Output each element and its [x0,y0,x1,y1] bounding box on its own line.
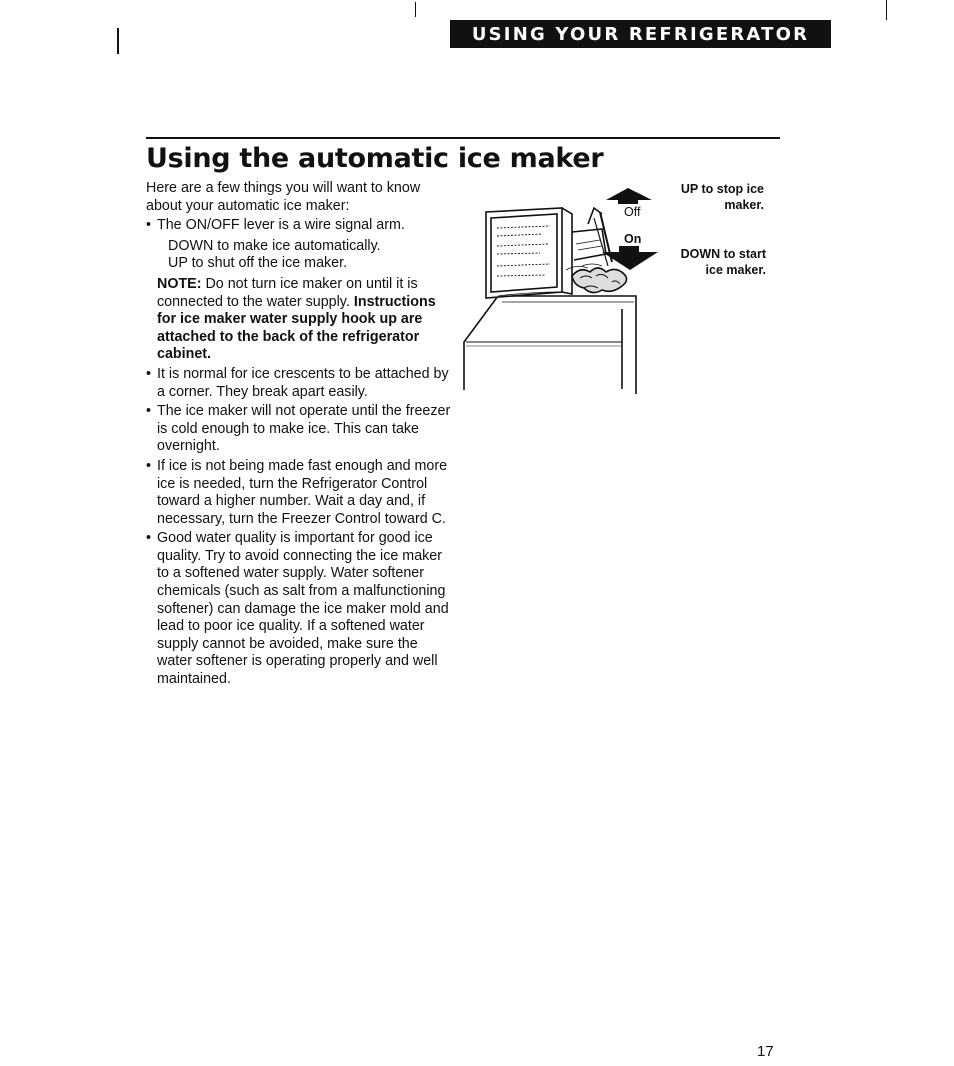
scan-mark [886,0,887,20]
page-title: Using the automatic ice maker [146,143,604,174]
list-item-text: It is normal for ice crescents to be attached by a corner. They break apart easily. [157,365,449,400]
scan-mark [415,2,416,17]
list-item [146,458,451,528]
list-item-text: If ice is not being made fast enough and more ice is needed, turn the Refrigerator Control toward a higher number. Wait a day and, if necessary, turn the Freezer Control toward C. [157,457,448,527]
section-header-label: USING YOUR REFRIGERATOR [471,23,810,45]
on-label: On [624,232,642,246]
note-bold-text: Instructions for ice maker water supply hook up are attached to the back of the refrigerator cabinet. [157,293,436,363]
body-column [146,180,451,689]
up-instruction: UP to shut off the ice maker. [168,255,348,272]
note-label: NOTE: [157,275,202,292]
down-instruction: DOWN to make ice automatically. [168,237,381,254]
section-header [450,20,831,48]
title-rule [146,137,780,139]
intro-text: Here are a few things you will want to know about your automatic ice maker: [146,180,421,214]
list-item-text: The ON/OFF lever is a wire signal arm. [157,217,405,234]
list-item-text: The ice maker will not operate until the freezer is cold enough to make ice. This can take overnight. [157,403,451,455]
list-item-text: Good water quality is important for good ice quality. Try to avoid connecting the ice maker to a softened water supply. Water softener chemicals (such as salt from a malfunctioning softener) can damage the ice maker mold and lead to poor ice quality. If a softened water supply cannot be avoided, make sure the water softener is operating properly and well maintained. [157,530,449,688]
page-number: 17 [757,1043,774,1060]
off-label: Off [624,205,641,219]
list-item [146,366,451,401]
note-paragraph [146,276,451,364]
list-item [146,530,451,688]
list-item [146,403,451,456]
note-text: Do not turn ice maker on until it is connected to the water supply. [157,275,418,310]
down-caption: DOWN to start ice maker. [680,247,766,277]
scan-mark [117,28,119,54]
list-item [146,217,451,235]
up-caption: UP to stop ice maker. [680,182,764,212]
